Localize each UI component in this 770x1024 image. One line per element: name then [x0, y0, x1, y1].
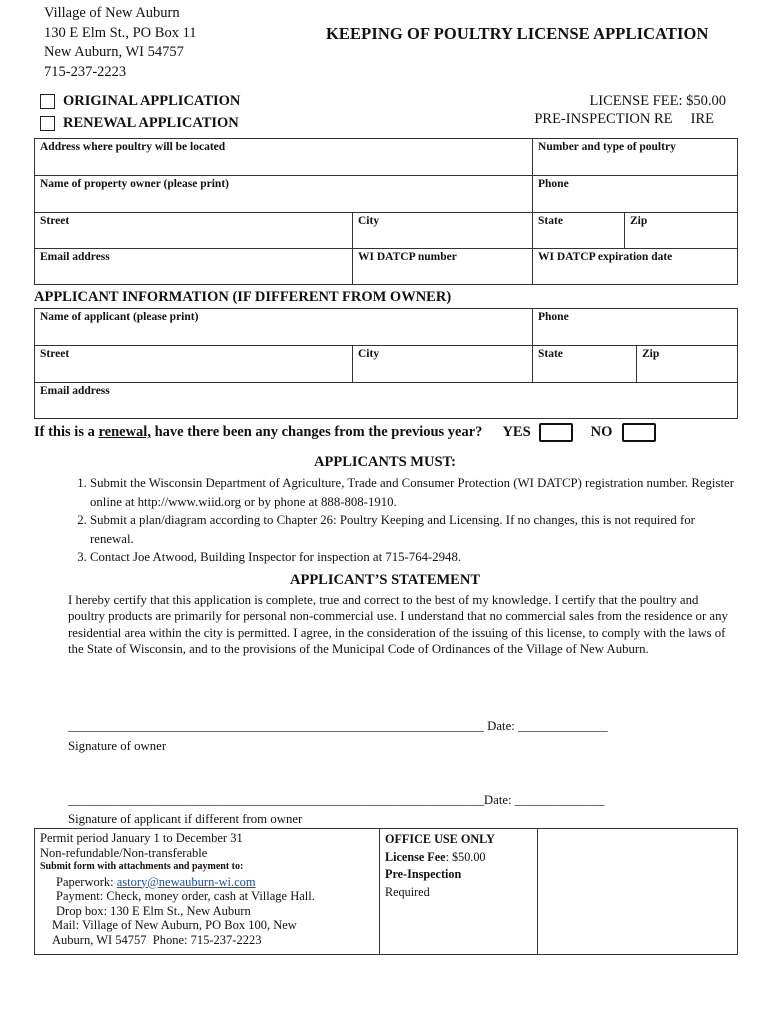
- city-label: City: [358, 348, 380, 360]
- office-notes-box[interactable]: [538, 829, 738, 955]
- zip-label: Zip: [630, 215, 648, 227]
- applicant-info-heading: APPLICANT INFORMATION (IF DIFFERENT FROM OWNER): [34, 289, 452, 305]
- mail-line-2: Auburn, WI 54757 Phone: 715-237-2223: [52, 932, 262, 947]
- applicant-info-table: [34, 308, 738, 419]
- payment-line: Payment: Check, money order, cash at Village Hall.: [56, 889, 315, 903]
- license-fee: LICENSE FEE: $50.00: [589, 93, 726, 109]
- permit-info-box: [35, 829, 380, 955]
- no-label: NO: [590, 424, 613, 440]
- office-required: Required: [385, 884, 430, 899]
- state-label: State: [538, 215, 563, 227]
- office-use-heading: OFFICE USE ONLY: [385, 832, 495, 846]
- original-label: ORIGINAL APPLICATION: [63, 93, 241, 109]
- statement-text: I hereby certify that this application is complete, true and correct to the best of my knowledge. I certify that the poultry and poultry products are primarily for personal non-commercial use. I understand that no commercial sales from the residence or any residential area within the city is permitted. I agree, in the consideration of the issuing of this license, to comply with the laws of the State of Wisconsin, and to the provisions of the Municipal Code of Ordinances of the Village of New Auburn.: [68, 593, 728, 656]
- street-label: Street: [40, 215, 70, 227]
- street-label: Street: [40, 348, 70, 360]
- no-checkbox[interactable]: [622, 423, 656, 442]
- non-refundable: Non-refundable/Non-transferable: [40, 845, 208, 860]
- owner-phone-field[interactable]: [533, 176, 738, 213]
- datcp-expiration-label: WI DATCP expiration date: [538, 251, 673, 263]
- city-label: City: [358, 215, 380, 227]
- paperwork-email-link[interactable]: astory@newauburn-wi.com: [116, 874, 256, 889]
- original-checkbox[interactable]: [40, 94, 55, 109]
- office-use-box: [380, 829, 538, 955]
- renewal-changes-question: [34, 423, 656, 442]
- renewal-label: RENEWAL APPLICATION: [63, 115, 239, 131]
- address-line: 715-237-2223: [44, 63, 127, 80]
- office-license-fee-value: : $50.00: [445, 849, 486, 864]
- datcp-expiration-field[interactable]: [533, 249, 738, 285]
- poultry-field[interactable]: [533, 139, 738, 176]
- owner-state-field[interactable]: [533, 213, 625, 249]
- dropbox-line: Drop box: 130 E Elm St., New Auburn: [56, 903, 251, 918]
- submit-instructions: Submit form with attachments and payment to:: [40, 861, 244, 872]
- applicant-phone-field[interactable]: [533, 309, 738, 346]
- datcp-number-label: WI DATCP number: [358, 251, 457, 263]
- applicant-name-label: Name of applicant (please print): [40, 311, 199, 323]
- statement-heading: APPLICANT’S STATEMENT: [289, 572, 480, 588]
- applicant-name-field[interactable]: [35, 309, 533, 346]
- yes-checkbox[interactable]: [539, 423, 573, 442]
- address-field[interactable]: [35, 139, 533, 176]
- renewal-checkbox[interactable]: [40, 116, 55, 131]
- email-label: Email address: [40, 251, 110, 263]
- form-title: KEEPING OF POULTRY LICENSE APPLICATION: [326, 24, 709, 43]
- submission-info-table: [34, 828, 738, 955]
- list-item: 1. Submit the Wisconsin Department of Agriculture, Trade and Consumer Protection (WI DATCP) registration number. Register online at http://www.wiid.org or by phone at 888-808-1910.: [90, 474, 740, 511]
- paperwork-line: [40, 875, 374, 890]
- renewal-application-option[interactable]: [40, 115, 239, 132]
- applicant-email-field[interactable]: [35, 383, 738, 419]
- list-item: 2. Submit a plan/diagram according to Chapter 26: Poultry Keeping and Licensing. If no changes, this is not required for renewal.: [90, 511, 740, 548]
- paperwork-prefix: Paperwork:: [56, 874, 117, 889]
- zip-label: Zip: [642, 348, 660, 360]
- owner-email-field[interactable]: [35, 249, 353, 285]
- poultry-label: Number and type of poultry: [538, 141, 676, 153]
- address-line: 130 E Elm St., PO Box 11: [44, 24, 197, 41]
- question-prefix: If this is a: [34, 424, 99, 440]
- applicant-city-field[interactable]: [353, 346, 533, 383]
- pre-inspection-note: PRE-INSPECTION RE IRE: [534, 111, 714, 127]
- owner-street-field[interactable]: [35, 213, 353, 249]
- owner-name-label: Name of property owner (please print): [40, 178, 229, 190]
- owner-signature-label: Signature of owner: [68, 739, 167, 753]
- applicant-signature-label: Signature of applicant if different from owner: [68, 812, 303, 826]
- office-license-fee-label: License Fee: [385, 849, 446, 864]
- mail-line-1: Mail: Village of New Auburn, PO Box 100, New: [52, 918, 297, 932]
- question-emphasis: renewal,: [98, 424, 151, 440]
- address-line: Village of New Auburn: [44, 5, 180, 21]
- question-suffix: have there been any changes from the previous year?: [150, 424, 483, 440]
- phone-label: Phone: [538, 178, 569, 190]
- state-label: State: [538, 348, 563, 360]
- list-item: 3. Contact Joe Atwood, Building Inspector for inspection at 715-764-2948.: [90, 548, 740, 567]
- village-address: [44, 4, 197, 82]
- email-label: Email address: [40, 385, 110, 397]
- applicant-signature-line[interactable]: _________________________________________________________________Date: ______________: [68, 793, 605, 807]
- owner-name-field[interactable]: [35, 176, 533, 213]
- permit-period: Permit period January 1 to December 31: [40, 831, 243, 845]
- applicant-zip-field[interactable]: [637, 346, 738, 383]
- original-application-option[interactable]: [40, 93, 240, 110]
- applicant-state-field[interactable]: [533, 346, 637, 383]
- phone-label: Phone: [538, 311, 569, 323]
- owner-city-field[interactable]: [353, 213, 533, 249]
- applicants-must-heading: APPLICANTS MUST:: [314, 454, 456, 470]
- owner-signature-line[interactable]: _________________________________________________________________ Date: ______________: [68, 719, 608, 733]
- office-license-fee: [385, 849, 532, 867]
- applicant-street-field[interactable]: [35, 346, 353, 383]
- address-label: Address where poultry will be located: [40, 141, 226, 153]
- yes-label: YES: [502, 424, 531, 440]
- datcp-number-field[interactable]: [353, 249, 533, 285]
- office-pre-inspection: Pre-Inspection: [385, 867, 462, 881]
- requirements-list: [68, 474, 740, 567]
- address-line: New Auburn, WI 54757: [44, 44, 184, 60]
- owner-zip-field[interactable]: [625, 213, 738, 249]
- owner-info-table: [34, 138, 738, 285]
